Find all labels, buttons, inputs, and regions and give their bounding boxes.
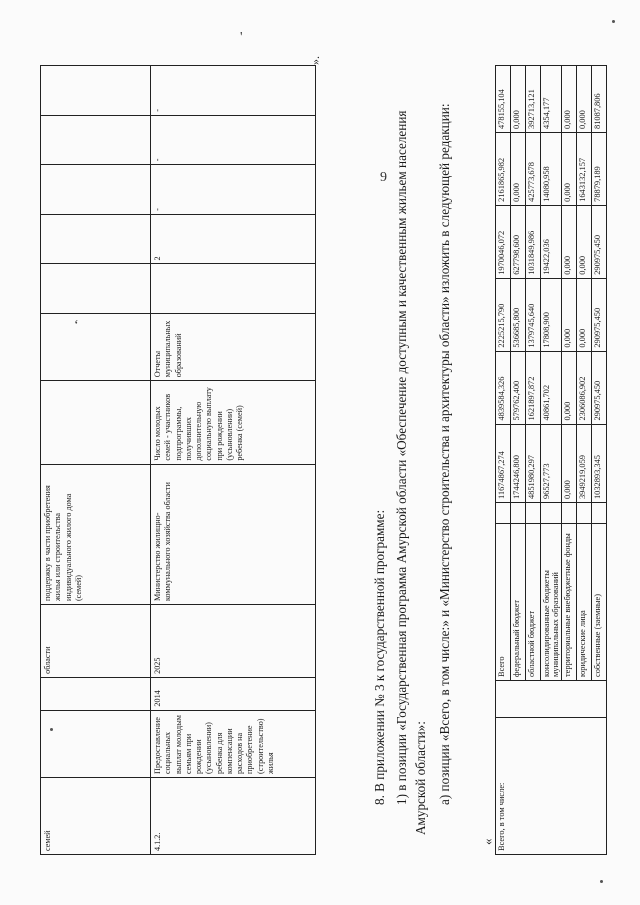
row-name: Предоставление социальных выплат молодым семьям при рождении (усыновлении) ребенка для компенсации расходов на приобретение (строительство) жилья <box>151 710 316 777</box>
scan-speck <box>600 880 603 883</box>
scan-mark: ' <box>240 30 243 45</box>
cell <box>41 677 151 710</box>
cell <box>592 503 607 524</box>
funding-value: 0,000 <box>577 66 592 133</box>
funding-value: 1744246,800 <box>511 424 526 502</box>
funding-value: 2161865,982 <box>496 132 511 205</box>
funding-value: 0,000 <box>577 205 592 278</box>
funding-source-label: консолидированные бюджеты муниципальных образований <box>541 524 562 681</box>
value-cell: - <box>151 165 316 215</box>
funding-value: 11674867,274 <box>496 424 511 502</box>
scan-mark: ʻ <box>74 318 79 333</box>
rotated-document <box>40 45 600 865</box>
funding-value: 1379745,640 <box>526 278 541 351</box>
funding-value: 2306086,902 <box>577 351 592 424</box>
funding-value: 0,000 <box>562 424 577 502</box>
cell <box>562 503 577 524</box>
funding-value: 478155,104 <box>496 66 511 133</box>
funding-value: 40861,702 <box>541 351 562 424</box>
cell <box>41 264 151 314</box>
cell <box>41 381 151 464</box>
cell <box>511 503 526 524</box>
funding-value: 96527,773 <box>541 424 562 502</box>
scan-mark: 9 <box>380 170 387 185</box>
cell <box>496 681 607 718</box>
funding-value: 425773,678 <box>526 132 541 205</box>
indicator: Число молодых семей - участников подпрограммы, получивших дополнительную социальную выплату при рождении (усыновлении) ребенка (семей) <box>151 381 316 464</box>
cell <box>41 165 151 215</box>
funding-value: 0,000 <box>562 66 577 133</box>
source: Отчеты муниципальных образований <box>151 314 316 381</box>
executor: Министерство жилищно-коммунального хозяйства области <box>151 464 316 604</box>
closing-quote: ». <box>308 56 322 65</box>
funding-source-label: собственные (заемные) <box>592 524 607 681</box>
funding-source-label: территориальные внебюджетные фонды <box>562 524 577 681</box>
start-year: 2014 <box>151 677 316 710</box>
funding-source-label: юридические лица <box>577 524 592 681</box>
value-cell: - <box>151 115 316 165</box>
cell <box>41 66 151 116</box>
value-cell: 2 <box>151 214 316 264</box>
scan-speck <box>612 20 615 23</box>
cell: семей <box>41 777 151 854</box>
cell: области <box>41 605 151 678</box>
table-row <box>41 66 151 855</box>
table-row <box>496 66 511 855</box>
funding-table <box>495 65 607 855</box>
funding-value: 1970046,072 <box>496 205 511 278</box>
funding-value: 14080,958 <box>541 132 562 205</box>
paragraph-8: 8. В приложении № 3 к государственной программе: <box>372 509 387 805</box>
funding-value: 627798,600 <box>511 205 526 278</box>
cell <box>41 214 151 264</box>
funding-value: 536685,800 <box>511 278 526 351</box>
funding-value: 81087,806 <box>592 66 607 133</box>
cell <box>577 503 592 524</box>
funding-source-label: Всего <box>496 524 511 681</box>
funding-value: 0,000 <box>562 351 577 424</box>
funding-value: 4839584,326 <box>496 351 511 424</box>
cell <box>526 503 541 524</box>
paragraph-1: 1) в позиции «Государственная программа Амурской области «Обеспечение доступным и качественным жильем населения Амурской области»: <box>394 110 429 835</box>
funding-value: 2225215,790 <box>496 278 511 351</box>
funding-value: 0,000 <box>577 278 592 351</box>
funding-value: 78879,189 <box>592 132 607 205</box>
cell <box>41 115 151 165</box>
subprogram-table <box>40 65 316 855</box>
funding-value: 392713,121 <box>526 66 541 133</box>
funding-value: 579762,400 <box>511 351 526 424</box>
cell <box>41 710 151 777</box>
cell <box>496 503 511 524</box>
funding-value: 290975,450 <box>592 205 607 278</box>
funding-value: 0,000 <box>562 278 577 351</box>
funding-value: 3949219,059 <box>577 424 592 502</box>
group-label: Всего, в том числе: <box>496 718 607 855</box>
funding-source-label: областной бюджет <box>526 524 541 681</box>
funding-value: 1621897,872 <box>526 351 541 424</box>
quote-open: « <box>480 838 495 845</box>
funding-value: 17808,900 <box>541 278 562 351</box>
value-cell: - <box>151 66 316 116</box>
cell: поддержку в части приобретения жилья или строительства индивидуального жилого дома (семей) <box>41 464 151 604</box>
funding-value: 0,000 <box>562 205 577 278</box>
value-cell <box>151 264 316 314</box>
table-row <box>151 66 316 855</box>
cell <box>541 503 562 524</box>
funding-value: 290975,450 <box>592 351 607 424</box>
cell <box>41 314 151 381</box>
funding-value: 19422,036 <box>541 205 562 278</box>
funding-value: 290975,450 <box>592 278 607 351</box>
funding-source-label: федеральный бюджет <box>511 524 526 681</box>
funding-value: 0,000 <box>511 66 526 133</box>
funding-value: 0,000 <box>562 132 577 205</box>
row-number: 4.1.2. <box>151 777 316 854</box>
funding-value: 1032893,345 <box>592 424 607 502</box>
paragraph-a: а) позиции «Всего, в том числе:» и «Министерство строительства и архитектуры области» изложить в следующей редакции: <box>437 103 452 805</box>
funding-value: 0,000 <box>511 132 526 205</box>
funding-value: 1031849,986 <box>526 205 541 278</box>
funding-value: 1643132,157 <box>577 132 592 205</box>
funding-value: 4354,177 <box>541 66 562 133</box>
funding-value: 4851980,297 <box>526 424 541 502</box>
end-year: 2025 <box>151 605 316 678</box>
